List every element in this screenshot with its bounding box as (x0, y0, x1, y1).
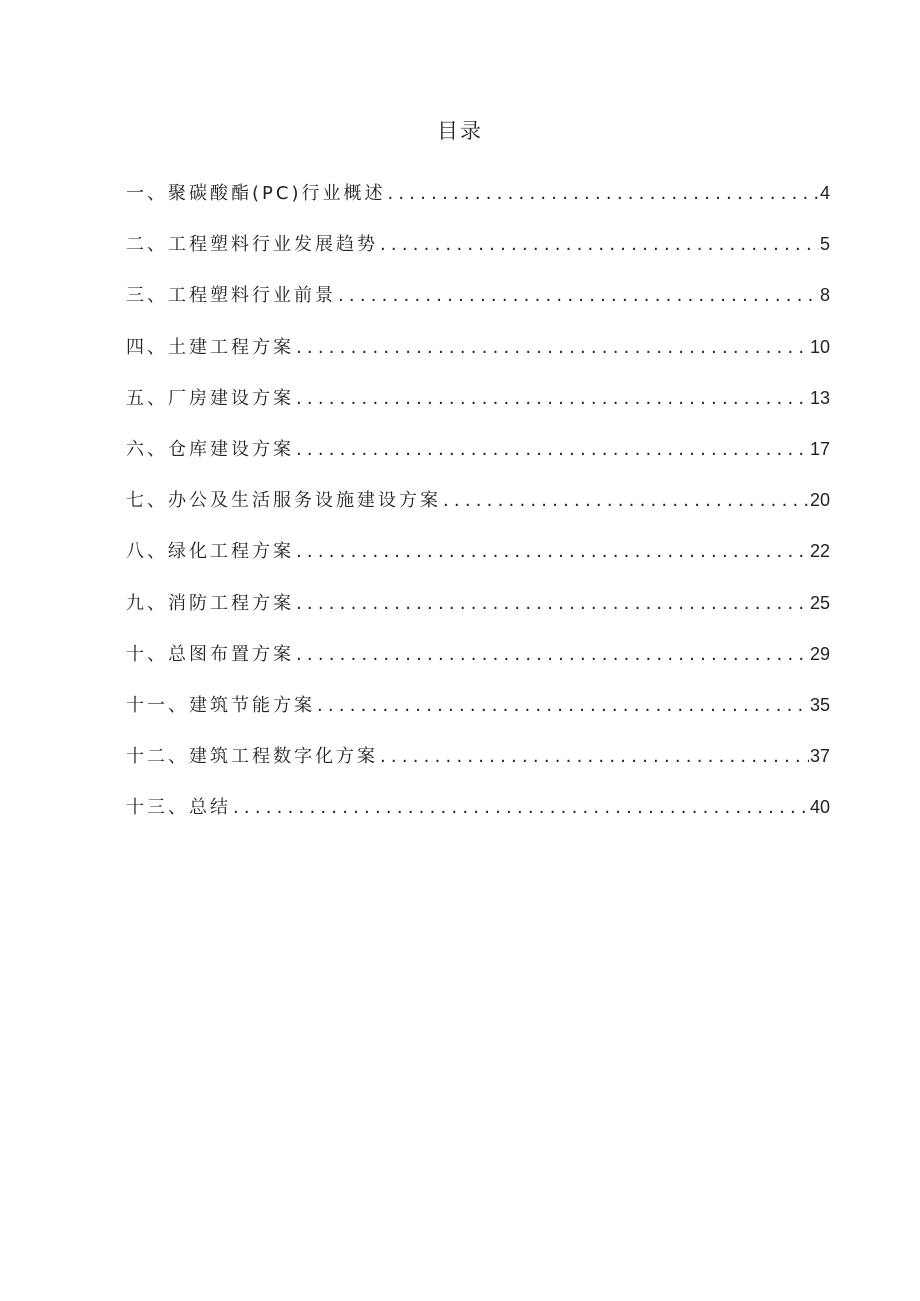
toc-entry-page: 25 (809, 592, 830, 613)
toc-leader-dots (387, 178, 819, 210)
toc-entry-label: 十三、总结 (126, 797, 231, 819)
toc-leader-dots (296, 383, 809, 415)
toc-entry-label: 六、仓库建设方案 (126, 438, 294, 460)
toc-leader-dots (338, 280, 819, 312)
toc-entry-page: 5 (819, 234, 830, 255)
toc-entry[interactable] (126, 177, 830, 228)
toc-entry-page: 37 (809, 746, 830, 767)
toc-entry-label: 四、土建工程方案 (126, 336, 294, 358)
toc-entry-label: 三、工程塑料行业前景 (126, 285, 336, 307)
toc-leader-dots (317, 690, 809, 722)
toc-entry[interactable] (126, 638, 830, 689)
toc-leader-dots (443, 485, 809, 517)
toc-entry[interactable] (126, 433, 830, 484)
toc-leader-dots (233, 792, 809, 824)
toc-leader-dots (380, 229, 819, 261)
toc-entry[interactable] (126, 331, 830, 382)
toc-entry-page: 8 (819, 285, 830, 306)
toc-entry[interactable] (126, 279, 830, 330)
toc-entry-page: 4 (819, 183, 830, 203)
toc-entry-page: 35 (809, 694, 830, 715)
toc-list (126, 177, 830, 842)
toc-entry[interactable] (126, 689, 830, 740)
toc-entry[interactable] (126, 740, 830, 791)
toc-entry-page: 29 (809, 643, 830, 664)
toc-entry-page: 10 (809, 336, 830, 357)
toc-title: 目录 (437, 119, 483, 143)
toc-entry-label: 七、办公及生活服务设施建设方案 (126, 490, 441, 512)
toc-entry-label: 五、厂房建设方案 (126, 387, 294, 409)
toc-entry-label: 八、绿化工程方案 (126, 541, 294, 563)
toc-leader-dots (296, 332, 809, 364)
toc-leader-dots (296, 588, 809, 620)
toc-entry[interactable] (126, 535, 830, 586)
toc-entry-page: 20 (809, 490, 830, 511)
toc-entry-label: 二、工程塑料行业发展趋势 (126, 234, 378, 256)
toc-entry-label: 一、聚碳酸酯(PC)行业概述 (126, 183, 386, 204)
toc-leader-dots (296, 536, 809, 568)
toc-leader-dots (296, 639, 809, 671)
toc-entry-page: 17 (809, 438, 830, 459)
toc-leader-dots (296, 434, 809, 466)
toc-entry-label: 十、总图布置方案 (126, 643, 294, 665)
toc-entry[interactable] (126, 484, 830, 535)
toc-entry-page: 13 (809, 387, 830, 408)
toc-entry-page: 22 (809, 541, 830, 562)
toc-entry[interactable] (126, 228, 830, 279)
toc-entry[interactable] (126, 382, 830, 433)
toc-entry-label: 十一、建筑节能方案 (126, 694, 315, 716)
toc-entry-label: 十二、建筑工程数字化方案 (126, 746, 378, 768)
toc-entry-page: 40 (809, 797, 830, 818)
toc-entry[interactable] (126, 791, 830, 842)
toc-entry[interactable] (126, 587, 830, 638)
toc-leader-dots (380, 741, 809, 773)
toc-entry-label: 九、消防工程方案 (126, 592, 294, 614)
